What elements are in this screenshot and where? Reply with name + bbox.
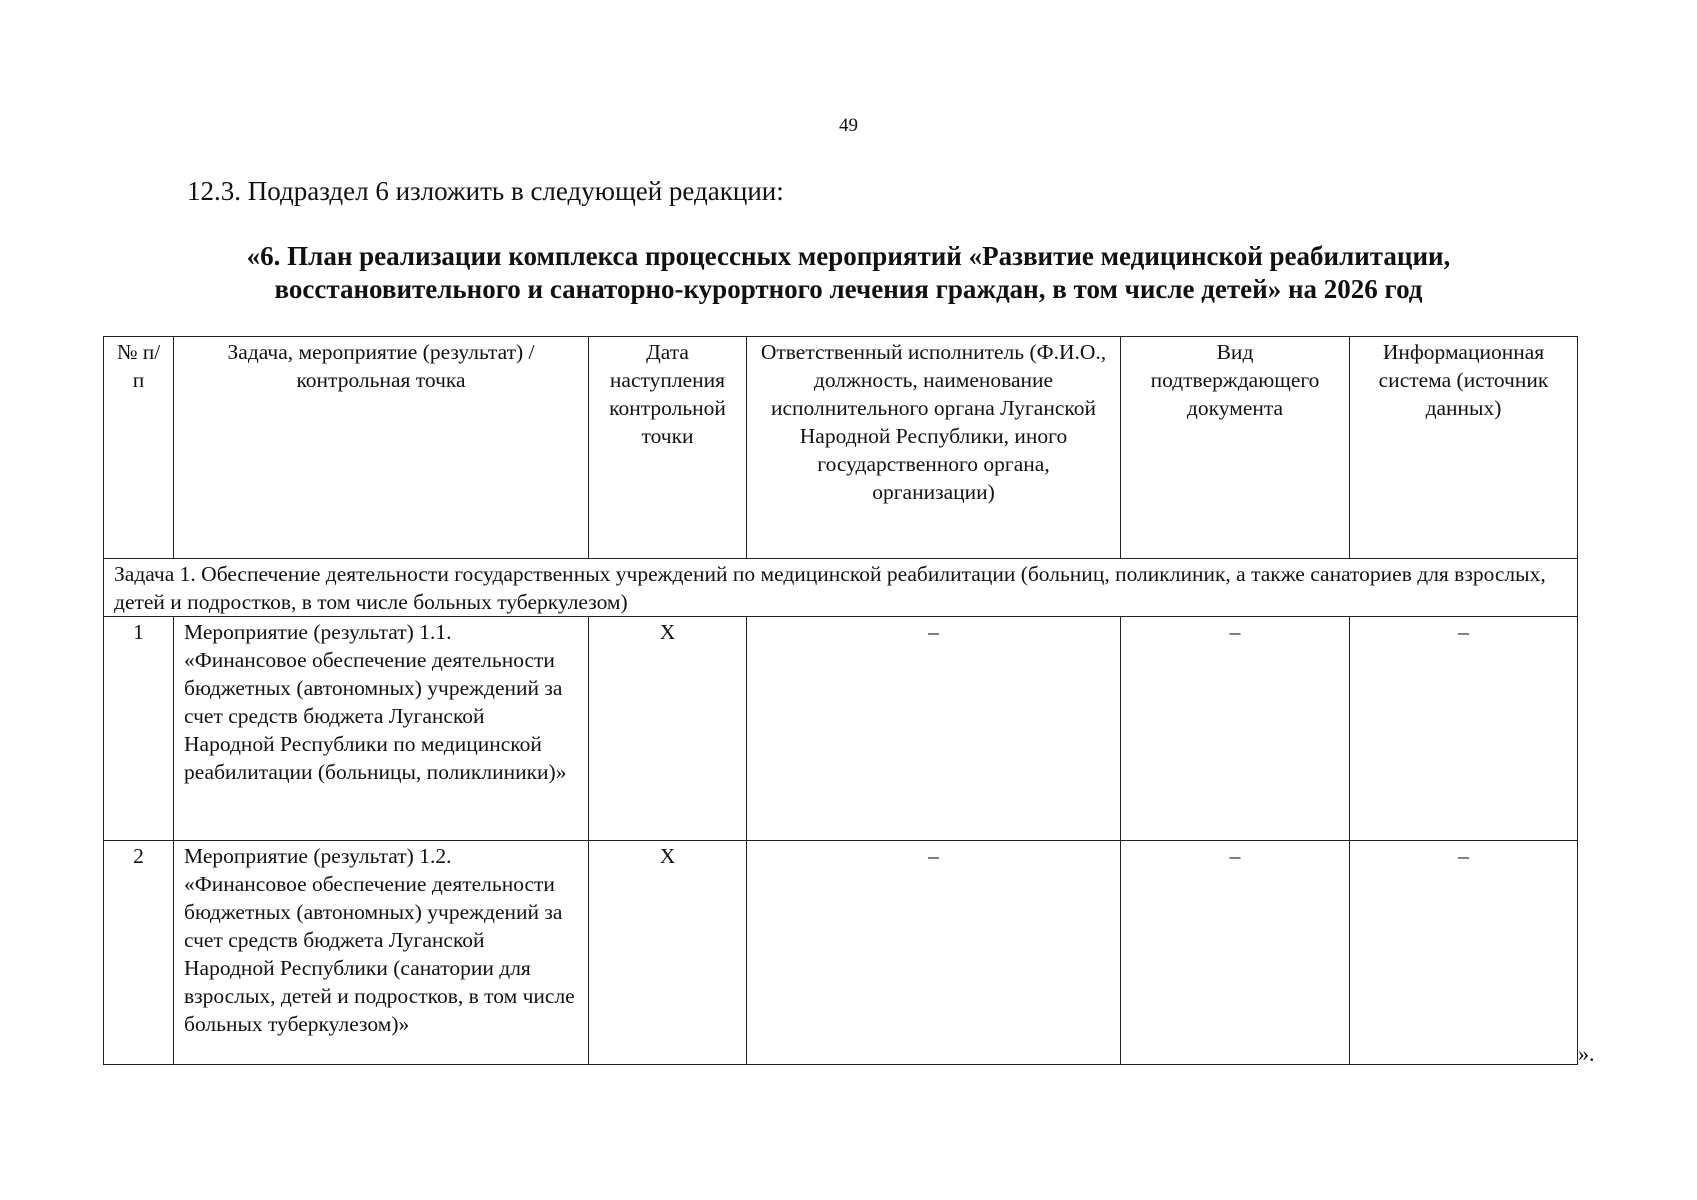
row-executor: – — [747, 841, 1121, 1065]
table-row — [104, 617, 1578, 841]
header-date: Дата наступления контрольной точки — [589, 337, 747, 559]
row-system: – — [1350, 841, 1578, 1065]
row-document: – — [1121, 617, 1350, 841]
row-activity: Мероприятие (результат) 1.2. «Финансовое обеспечение деятельности бюджетных (автономных) учреждений за счет средств бюджета Луганской Народной Республики (санатории для взрослых, детей и подростков, в том числе больных туберкулезом)» — [174, 841, 589, 1065]
row-activity: Мероприятие (результат) 1.1. «Финансовое обеспечение деятельности бюджетных (автономных) учреждений за счет средств бюджета Луганской Народной Республики по медицинской реабилитации (больницы, поликлиники)» — [174, 617, 589, 841]
row-executor: – — [747, 617, 1121, 841]
task-row — [104, 559, 1578, 617]
row-document: – — [1121, 841, 1350, 1065]
header-executor: Ответственный исполнитель (Ф.И.О., должность, наименование исполнительного органа Луганской Народной Республики, иного государственного органа, организации) — [747, 337, 1121, 559]
row-date: X — [589, 617, 747, 841]
header-task: Задача, мероприятие (результат) / контрольная точка — [174, 337, 589, 559]
closing-quote: ». — [1578, 1041, 1595, 1066]
header-system: Информационная система (источник данных) — [1350, 337, 1578, 559]
plan-table — [103, 336, 1578, 1065]
table-header-row — [104, 337, 1578, 559]
section-title-line-1: «6. План реализации комплекса процессных мероприятий «Развитие медицинской реабилитации, — [246, 241, 1451, 271]
intro-paragraph: 12.3. Подраздел 6 изложить в следующей редакции: — [187, 176, 784, 206]
header-document: Вид подтверждающего документа — [1121, 337, 1350, 559]
row-date: X — [589, 841, 747, 1065]
row-number: 2 — [104, 841, 174, 1065]
table-row — [104, 841, 1578, 1065]
section-title — [0, 240, 1697, 306]
row-system: – — [1350, 617, 1578, 841]
task-row-text: Задача 1. Обеспечение деятельности государственных учреждений по медицинской реабилитации (больниц, поликлиник, а также санаториев для взрослых, детей и подростков, в том числе больных туберкулезом) — [104, 559, 1578, 617]
page-number: 49 — [839, 115, 858, 136]
row-number: 1 — [104, 617, 174, 841]
header-number: № п/п — [104, 337, 174, 559]
section-title-line-2: восстановительного и санаторно-курортного лечения граждан, в том числе детей» на 2026 год — [274, 274, 1423, 304]
